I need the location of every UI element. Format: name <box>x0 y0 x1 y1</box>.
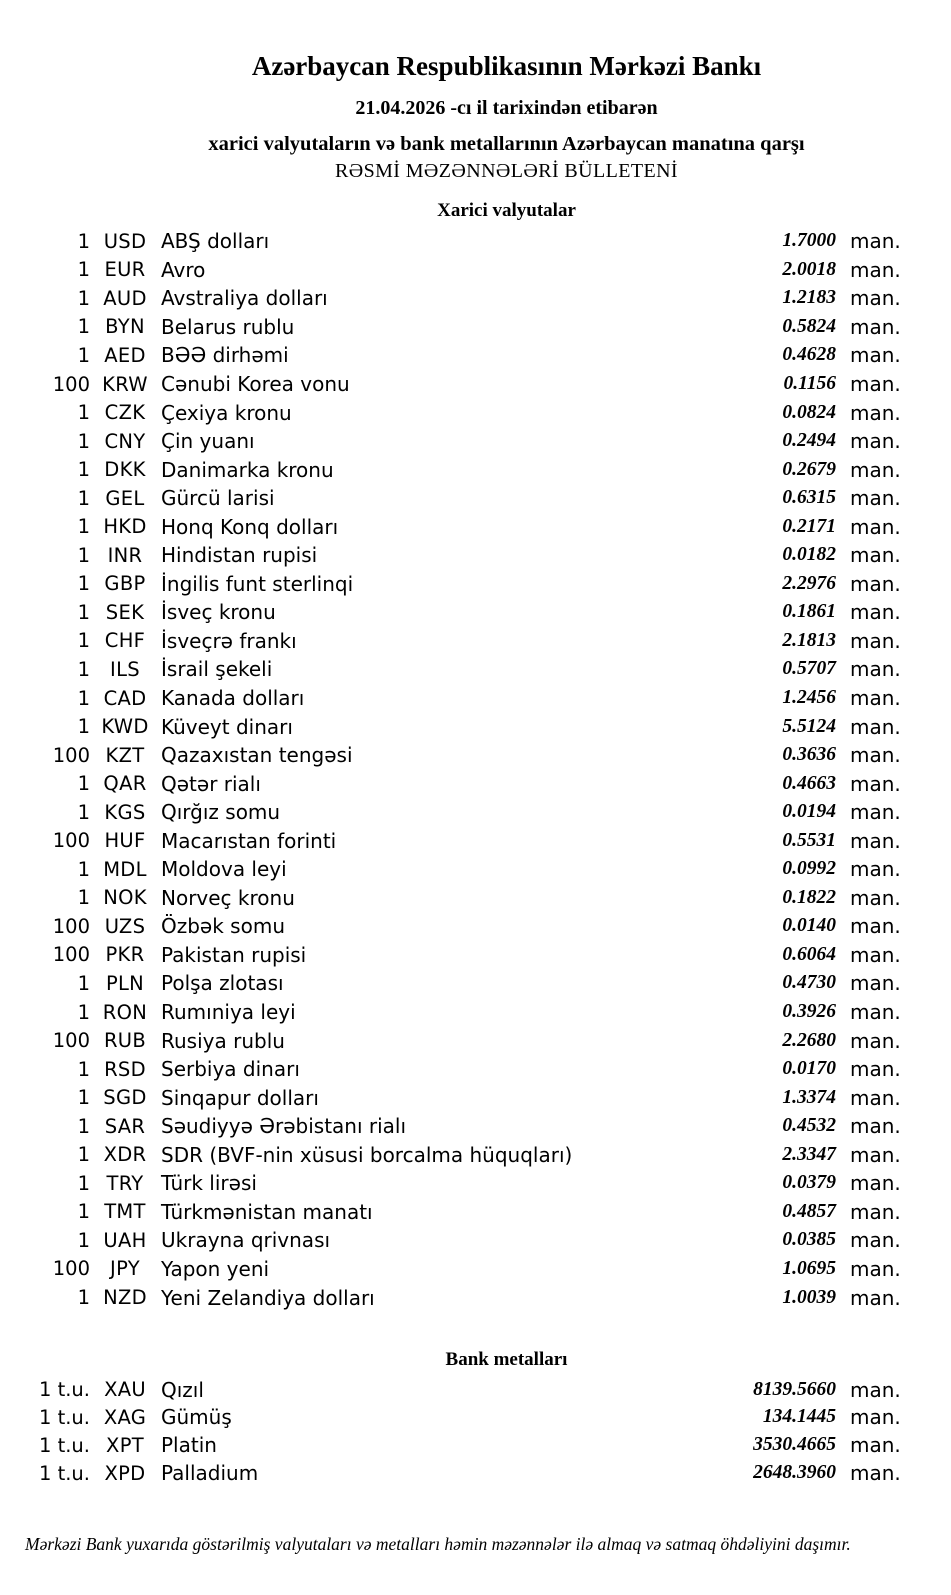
amount-cell: 1 <box>77 258 90 282</box>
rate-cell: 0.4532 <box>782 1115 836 1137</box>
table-row <box>0 541 902 570</box>
table-row <box>0 1083 902 1112</box>
amount-cell: 1 <box>77 572 90 596</box>
unit-cell: man. <box>850 800 901 825</box>
unit-cell: man. <box>850 942 901 967</box>
rate-cell: 0.4663 <box>782 772 836 794</box>
currency-name-cell: Qətər rialı <box>161 771 261 796</box>
amount-cell: 1 <box>77 1086 90 1110</box>
table-row <box>0 1459 902 1487</box>
unit-cell: man. <box>850 1057 901 1082</box>
unit-cell: man. <box>850 1405 901 1430</box>
rate-cell: 0.0992 <box>782 858 836 880</box>
currency-name-cell: Hindistan rupisi <box>161 543 318 568</box>
currency-code-cell: AUD <box>103 286 147 310</box>
unit-cell: man. <box>850 543 901 568</box>
amount-cell: 100 <box>52 914 90 938</box>
amount-cell: 1 <box>77 857 90 881</box>
currency-name-cell: Çexiya kronu <box>161 400 292 425</box>
amount-cell: 1 <box>77 657 90 681</box>
unit-cell: man. <box>850 914 901 939</box>
unit-cell: man. <box>850 1377 901 1402</box>
currency-name-cell: Qazaxıstan tengəsi <box>161 743 353 768</box>
unit-cell: man. <box>850 657 901 682</box>
table-row <box>0 712 902 741</box>
metal-rate-table <box>0 1376 951 1487</box>
amount-cell: 1 t.u. <box>38 1378 90 1402</box>
amount-cell: 100 <box>52 943 90 967</box>
rate-cell: 0.3926 <box>782 1001 836 1023</box>
amount-cell: 1 <box>77 1000 90 1024</box>
unit-cell: man. <box>850 743 901 768</box>
unit-cell: man. <box>850 1171 901 1196</box>
currency-name-cell: Danimarka kronu <box>161 457 334 482</box>
currency-code-cell: INR <box>107 543 143 567</box>
unit-cell: man. <box>850 457 901 482</box>
currency-name-cell: İsrail şekeli <box>161 657 273 682</box>
currency-code-cell: PLN <box>105 971 145 995</box>
currency-code-cell: ILS <box>110 657 140 681</box>
currency-name-cell: Yeni Zelandiya dolları <box>161 1285 375 1310</box>
unit-cell: man. <box>850 1199 901 1224</box>
currency-code-cell: XDR <box>103 1143 147 1167</box>
table-row <box>0 455 902 484</box>
currency-name-cell: Türk lirəsi <box>161 1171 257 1196</box>
amount-cell: 1 <box>77 286 90 310</box>
rate-cell: 0.1822 <box>782 886 836 908</box>
table-row <box>0 1141 902 1170</box>
amount-cell: 1 <box>77 1228 90 1252</box>
currency-name-cell: Kanada dolları <box>161 686 305 711</box>
table-row <box>0 313 902 342</box>
currency-code-cell: CNY <box>104 429 146 453</box>
amount-cell: 1 t.u. <box>38 1405 90 1429</box>
currency-code-cell: KGS <box>104 800 146 824</box>
amount-cell: 1 <box>77 515 90 539</box>
table-row <box>0 627 902 656</box>
currency-name-cell: Sinqapur dolları <box>161 1085 319 1110</box>
unit-cell: man. <box>850 828 901 853</box>
table-row <box>0 855 902 884</box>
table-row <box>0 570 902 599</box>
unit-cell: man. <box>850 971 901 996</box>
unit-cell: man. <box>850 1256 901 1281</box>
unit-cell: man. <box>850 429 901 454</box>
unit-cell: man. <box>850 1433 901 1458</box>
currency-name-cell: Rusiya rublu <box>161 1028 285 1053</box>
currency-name-cell: Avstraliya dolları <box>161 286 328 311</box>
currency-name-cell: Belarus rublu <box>161 314 295 339</box>
amount-cell: 100 <box>52 1257 90 1281</box>
amount-cell: 1 <box>77 229 90 253</box>
rate-cell: 5.5124 <box>782 715 836 737</box>
currency-code-cell: BYN <box>105 315 145 339</box>
table-row <box>0 284 902 313</box>
currency-name-cell: Ukrayna qrivnası <box>161 1228 331 1253</box>
table-row <box>0 1226 902 1255</box>
currency-name-cell: BƏƏ dirhəmi <box>161 343 289 368</box>
rate-cell: 134.1445 <box>762 1406 836 1428</box>
amount-cell: 1 <box>77 1200 90 1224</box>
amount-cell: 1 <box>77 343 90 367</box>
unit-cell: man. <box>850 628 901 653</box>
currency-code-cell: UZS <box>104 914 146 938</box>
rate-cell: 0.4730 <box>782 972 836 994</box>
currency-code-cell: JPY <box>110 1257 140 1281</box>
currency-code-cell: CZK <box>104 401 146 425</box>
subtitle: xarici valyutaların və bank metallarının Azərbaycan manatına qarşı <box>208 133 805 155</box>
rate-cell: 0.1861 <box>782 601 836 623</box>
table-row <box>0 1283 902 1312</box>
currency-name-cell: İsveç kronu <box>161 600 276 625</box>
unit-cell: man. <box>850 1114 901 1139</box>
currency-code-cell: HUF <box>104 829 146 853</box>
rate-cell: 0.0379 <box>782 1172 836 1194</box>
currency-code-cell: XPT <box>106 1433 144 1457</box>
rate-cell: 0.0182 <box>782 544 836 566</box>
table-row <box>0 884 902 913</box>
rate-cell: 1.0039 <box>782 1286 836 1308</box>
currency-code-cell: RUB <box>103 1029 147 1053</box>
effective-date: 21.04.2026 -cı il tarixindən etibarən <box>355 97 658 119</box>
amount-cell: 1 <box>77 886 90 910</box>
rate-cell: 0.4857 <box>782 1200 836 1222</box>
rate-cell: 0.0385 <box>782 1229 836 1251</box>
table-row <box>0 227 902 256</box>
currency-name-cell: Çin yuanı <box>161 429 255 454</box>
currency-code-cell: UAH <box>103 1228 147 1252</box>
table-row <box>0 256 902 285</box>
currency-name-cell: Gürcü larisi <box>161 486 275 511</box>
amount-cell: 1 <box>77 600 90 624</box>
rate-cell: 2.3347 <box>782 1143 836 1165</box>
currency-code-cell: XPD <box>104 1461 146 1485</box>
currency-code-cell: XAG <box>103 1405 147 1429</box>
unit-cell: man. <box>850 372 901 396</box>
currency-name-cell: Rumıniya leyi <box>161 1000 296 1025</box>
currency-name-cell: Norveç kronu <box>161 885 295 910</box>
section-title-metals: Bank metalları <box>445 1348 568 1370</box>
table-row <box>0 655 902 684</box>
table-row <box>0 1431 902 1459</box>
rate-cell: 0.3636 <box>782 744 836 766</box>
unit-cell: man. <box>850 229 901 254</box>
rate-cell: 0.0194 <box>782 801 836 823</box>
rate-cell: 0.1156 <box>783 373 836 394</box>
metals-header <box>0 1349 951 1371</box>
amount-cell: 100 <box>52 1029 90 1053</box>
bulletin-title: RƏSMİ MƏZƏNNƏLƏRİ BÜLLETENİ <box>335 160 678 182</box>
table-row <box>0 998 902 1027</box>
currency-name-cell: Honq Konq dolları <box>161 514 339 539</box>
rate-cell: 0.5707 <box>782 658 836 680</box>
amount-cell: 1 <box>77 686 90 710</box>
currency-name-cell: Səudiyyə Ərəbistanı rialı <box>161 1114 407 1139</box>
currency-code-cell: QAR <box>103 772 147 796</box>
amount-cell: 100 <box>52 829 90 853</box>
currency-code-cell: TRY <box>106 1171 144 1195</box>
currency-code-cell: RSD <box>104 1057 146 1081</box>
amount-cell: 1 <box>77 629 90 653</box>
amount-cell: 1 <box>77 971 90 995</box>
rate-cell: 0.2494 <box>782 430 836 452</box>
table-row <box>0 1198 902 1227</box>
table-row <box>0 1376 902 1404</box>
currency-code-cell: GEL <box>105 486 145 510</box>
amount-cell: 1 <box>77 1286 90 1309</box>
currency-code-cell: MDL <box>103 857 147 881</box>
unit-cell: man. <box>850 571 901 596</box>
currency-name-cell: Yapon yeni <box>161 1256 270 1281</box>
currency-code-cell: USD <box>103 229 147 253</box>
currency-code-cell: DKK <box>104 458 146 482</box>
unit-cell: man. <box>850 1028 901 1053</box>
table-row <box>0 370 902 399</box>
unit-cell: man. <box>850 1285 901 1310</box>
currency-code-cell: KZT <box>105 743 145 767</box>
unit-cell: man. <box>850 857 901 882</box>
table-row <box>0 741 902 770</box>
table-row <box>0 427 902 456</box>
unit-cell: man. <box>850 771 901 796</box>
currency-code-cell: XAU <box>104 1378 146 1402</box>
table-row <box>0 1169 902 1198</box>
rate-cell: 1.7000 <box>782 230 836 252</box>
amount-cell: 1 t.u. <box>38 1461 90 1485</box>
currency-name-cell: SDR (BVF-nin xüsusi borcalma hüquqları) <box>161 1142 573 1167</box>
document-header <box>0 50 951 222</box>
currency-code-cell: SAR <box>104 1114 146 1138</box>
rate-cell: 1.0695 <box>782 1257 836 1279</box>
amount-cell: 1 <box>77 543 90 567</box>
table-row <box>0 1404 902 1432</box>
currency-code-cell: SEK <box>105 600 145 624</box>
unit-cell: man. <box>850 1085 901 1110</box>
currency-code-cell: CHF <box>104 629 146 653</box>
rate-cell: 8139.5660 <box>753 1378 836 1400</box>
amount-cell: 1 <box>77 715 90 739</box>
unit-cell: man. <box>850 714 901 739</box>
unit-cell: man. <box>850 1142 901 1167</box>
rate-cell: 2.0018 <box>782 258 836 280</box>
table-row <box>0 912 902 941</box>
table-row <box>0 941 902 970</box>
currency-code-cell: SGD <box>103 1086 147 1110</box>
table-row <box>0 484 902 513</box>
unit-cell: man. <box>850 314 901 339</box>
footer-note: Mərkəzi Bank yuxarıda göstərilmiş valyutaları və metalları həmin məzənnələr ilə almaq və satmaq öhdəliyini daşımır. <box>25 1534 851 1554</box>
currency-name-cell: İsveçrə frankı <box>161 628 297 653</box>
currency-code-cell: AED <box>104 343 146 367</box>
unit-cell: man. <box>850 486 901 511</box>
rate-cell: 0.0140 <box>782 915 836 937</box>
amount-cell: 1 t.u. <box>38 1433 90 1457</box>
amount-cell: 1 <box>77 401 90 425</box>
rate-cell: 1.3374 <box>782 1086 836 1108</box>
currency-name-cell: Platin <box>161 1433 217 1458</box>
currency-name-cell: Türkmənistan manatı <box>161 1199 373 1224</box>
amount-cell: 1 <box>77 1143 90 1167</box>
amount-cell: 1 <box>77 800 90 824</box>
currency-code-cell: KRW <box>102 372 148 396</box>
currency-name-cell: Özbək somu <box>161 914 285 939</box>
amount-cell: 100 <box>52 372 90 396</box>
amount-cell: 100 <box>52 743 90 767</box>
table-row <box>0 826 902 855</box>
rate-cell: 2.2680 <box>782 1029 836 1051</box>
currency-name-cell: Polşa zlotası <box>161 971 284 996</box>
rate-cell: 2.1813 <box>782 629 836 651</box>
currency-code-cell: NZD <box>103 1286 147 1309</box>
rate-cell: 3530.4665 <box>753 1434 836 1456</box>
currency-code-cell: PKR <box>105 943 145 967</box>
amount-cell: 1 <box>77 1057 90 1081</box>
rate-cell: 2.2976 <box>782 572 836 594</box>
currency-name-cell: Pakistan rupisi <box>161 942 307 967</box>
unit-cell: man. <box>850 1228 901 1253</box>
currency-name-cell: Küveyt dinarı <box>161 714 293 739</box>
table-row <box>0 1255 902 1284</box>
currency-rate-table <box>0 227 951 1312</box>
unit-cell: man. <box>850 1000 901 1025</box>
unit-cell: man. <box>850 885 901 910</box>
currency-code-cell: KWD <box>101 715 149 739</box>
table-row <box>0 598 902 627</box>
unit-cell: man. <box>850 343 901 368</box>
currency-code-cell: CAD <box>103 686 147 710</box>
rate-cell: 0.2679 <box>782 458 836 480</box>
table-row <box>0 512 902 541</box>
rate-cell: 0.6315 <box>782 487 836 509</box>
rate-cell: 0.5531 <box>782 829 836 851</box>
table-row <box>0 1112 902 1141</box>
currency-name-cell: Palladium <box>161 1461 259 1486</box>
unit-cell: man. <box>850 1461 901 1486</box>
currency-name-cell: Avro <box>161 257 206 282</box>
rate-cell: 0.0824 <box>782 401 836 423</box>
rate-cell: 0.2171 <box>782 515 836 537</box>
rate-cell: 0.5824 <box>782 315 836 337</box>
amount-cell: 1 <box>77 1114 90 1138</box>
rate-cell: 0.4628 <box>782 344 836 366</box>
currency-name-cell: Gümüş <box>161 1405 232 1430</box>
rate-cell: 0.0170 <box>782 1058 836 1080</box>
table-row <box>0 769 902 798</box>
currency-code-cell: GBP <box>104 572 146 596</box>
currency-code-cell: NOK <box>103 886 147 910</box>
table-row <box>0 341 902 370</box>
rate-cell: 2648.3960 <box>753 1462 836 1484</box>
table-row <box>0 684 902 713</box>
currency-name-cell: Cənubi Korea vonu <box>161 372 350 396</box>
amount-cell: 1 <box>77 772 90 796</box>
unit-cell: man. <box>850 600 901 625</box>
unit-cell: man. <box>850 257 901 282</box>
rate-cell: 1.2456 <box>782 687 836 709</box>
amount-cell: 1 <box>77 486 90 510</box>
unit-cell: man. <box>850 686 901 711</box>
amount-cell: 1 <box>77 315 90 339</box>
currency-name-cell: İngilis funt sterlinqi <box>161 571 354 596</box>
amount-cell: 1 <box>77 458 90 482</box>
table-row <box>0 798 902 827</box>
unit-cell: man. <box>850 514 901 539</box>
rate-cell: 0.6064 <box>782 943 836 965</box>
currency-name-cell: ABŞ dolları <box>161 229 270 254</box>
amount-cell: 1 <box>77 429 90 453</box>
table-row <box>0 398 902 427</box>
page-title: Azərbaycan Respublikasının Mərkəzi Bankı <box>251 51 762 81</box>
rate-cell: 1.2183 <box>782 287 836 309</box>
section-title-currencies: Xarici valyutalar <box>437 200 576 221</box>
table-row <box>0 1026 902 1055</box>
currency-name-cell: Moldova leyi <box>161 857 287 882</box>
currency-name-cell: Qırğız somu <box>161 800 281 825</box>
currency-name-cell: Qızıl <box>161 1377 204 1402</box>
currency-name-cell: Macarıstan forinti <box>161 828 337 853</box>
currency-code-cell: RON <box>102 1000 148 1024</box>
currency-name-cell: Serbiya dinarı <box>161 1057 300 1082</box>
amount-cell: 1 <box>77 1171 90 1195</box>
table-row <box>0 969 902 998</box>
unit-cell: man. <box>850 286 901 311</box>
table-row <box>0 1055 902 1084</box>
unit-cell: man. <box>850 400 901 425</box>
currency-code-cell: TMT <box>104 1200 146 1224</box>
currency-code-cell: EUR <box>104 258 146 282</box>
currency-code-cell: HKD <box>103 515 147 539</box>
